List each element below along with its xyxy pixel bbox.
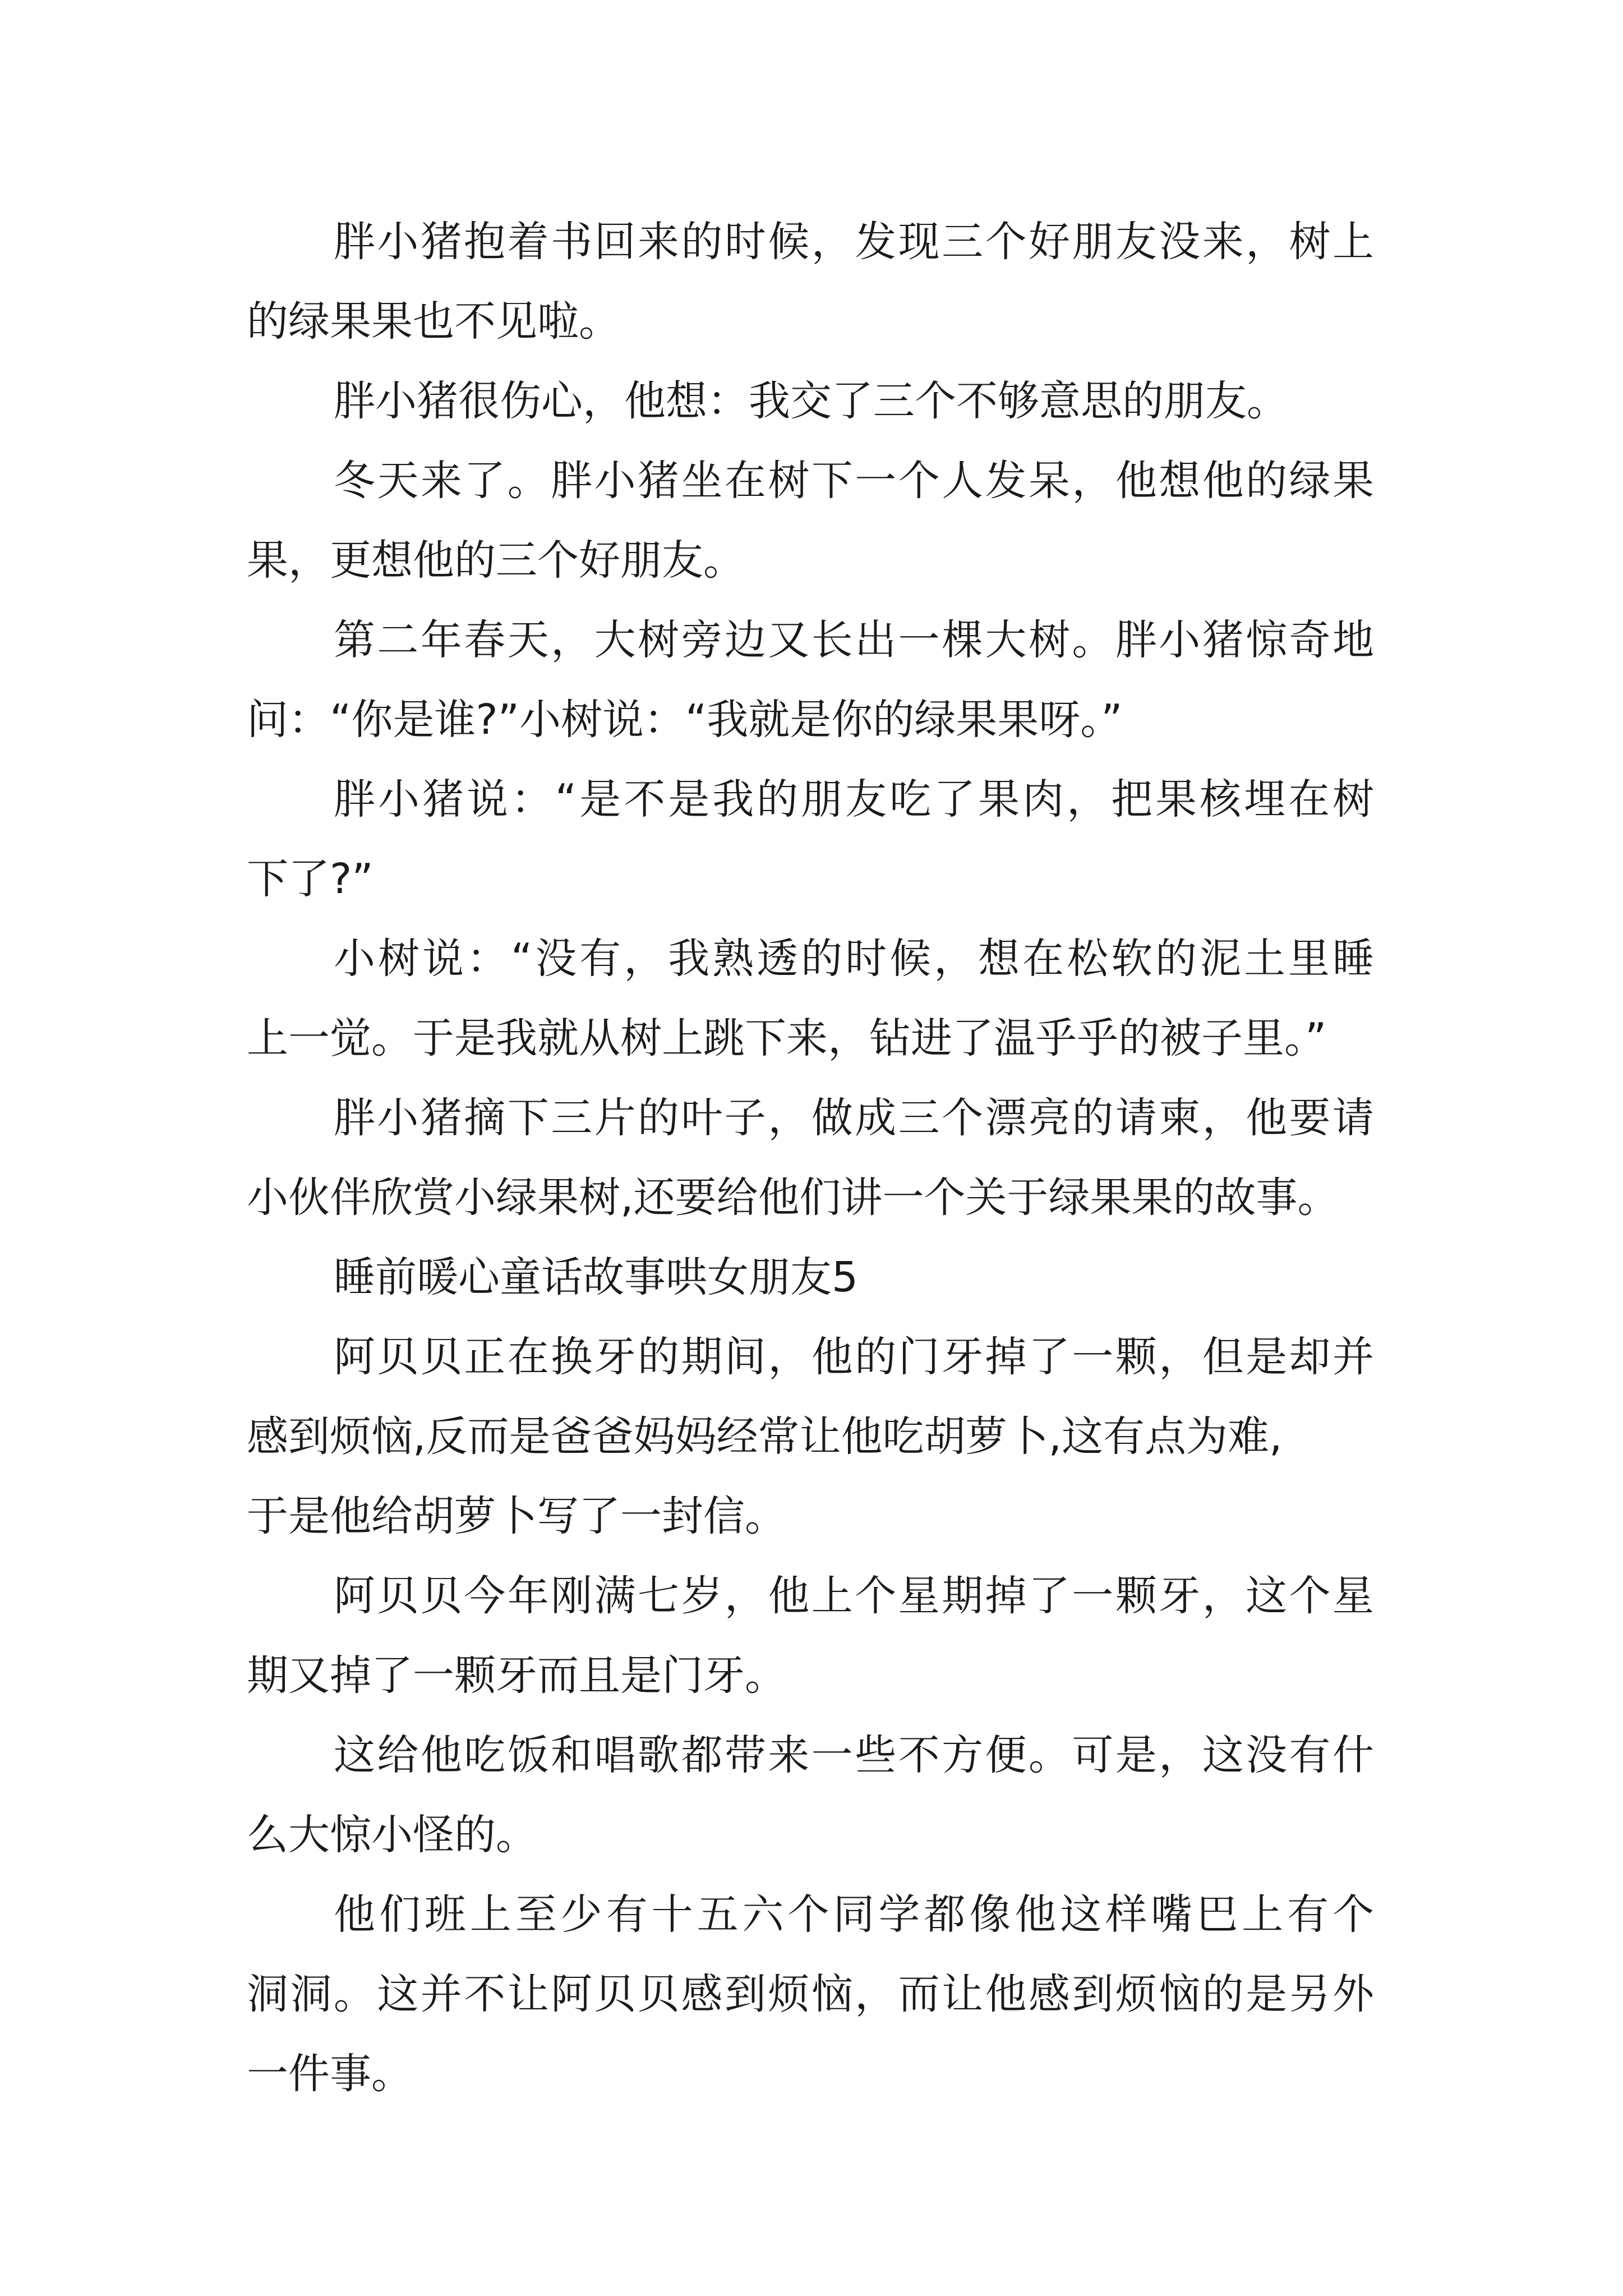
paragraph bbox=[247, 1556, 1374, 1715]
document-body bbox=[247, 202, 1374, 2114]
paragraph-line: 阿贝贝正在换牙的期间，他的门牙掉了一颗，但是却并 bbox=[334, 1333, 1374, 1381]
paragraph-line: 期又掉了一颗牙而且是门牙。 bbox=[247, 1651, 786, 1700]
section-heading bbox=[247, 1237, 1374, 1317]
paragraph-line: 下了?” bbox=[247, 855, 374, 903]
paragraph bbox=[247, 1715, 1374, 1875]
paragraph bbox=[247, 760, 1374, 919]
paragraph-line: 胖小猪摘下三片的叶子，做成三个漂亮的请柬，他要请 bbox=[334, 1094, 1374, 1142]
paragraph-line: 的绿果果也不见啦。 bbox=[247, 297, 620, 346]
paragraph-line: 问：“你是谁?”小树说：“我就是你的绿果果呀。” bbox=[247, 696, 1123, 744]
paragraph-line: 他们班上至少有十五六个同学都像他这样嘴巴上有个 bbox=[334, 1890, 1374, 1939]
paragraph-line: 一件事。 bbox=[247, 2050, 413, 2098]
paragraph-line: 洞洞。这并不让阿贝贝感到烦恼，而让他感到烦恼的是另外 bbox=[247, 1970, 1374, 2018]
paragraph-line: 第二年春天，大树旁边又长出一棵大树。胖小猪惊奇地 bbox=[334, 616, 1374, 664]
paragraph-line: 阿贝贝今年刚满七岁，他上个星期掉了一颗牙，这个星 bbox=[334, 1572, 1374, 1620]
paragraph-line: 上一觉。于是我就从树上跳下来，钻进了温乎乎的被子里。” bbox=[247, 1014, 1327, 1062]
paragraph bbox=[247, 1317, 1374, 1556]
paragraph-line: 小树说：“没有，我熟透的时候，想在松软的泥土里睡 bbox=[334, 935, 1374, 983]
paragraph bbox=[247, 202, 1374, 361]
paragraph-line: 胖小猪抱着书回来的时候，发现三个好朋友没来，树上 bbox=[334, 218, 1374, 266]
paragraph-line: 胖小猪很伤心，他想：我交了三个不够意思的朋友。 bbox=[334, 377, 1288, 425]
paragraph-line: 么大惊小怪的。 bbox=[247, 1811, 537, 1859]
paragraph-line: 于是他给胡萝卜写了一封信。 bbox=[247, 1492, 786, 1540]
paragraph-line: 小伙伴欣赏小绿果树,还要给他们讲一个关于绿果果的故事。 bbox=[247, 1174, 1339, 1222]
paragraph bbox=[247, 600, 1374, 760]
paragraph bbox=[247, 919, 1374, 1078]
paragraph-line: 这给他吃饭和唱歌都带来一些不方便。可是，这没有什 bbox=[334, 1731, 1374, 1779]
paragraph bbox=[247, 441, 1374, 600]
paragraph-line: 胖小猪说：“是不是我的朋友吃了果肉，把果核埋在树 bbox=[334, 775, 1374, 823]
paragraph-line: 感到烦恼,反而是爸爸妈妈经常让他吃胡萝卜,这有点为难, bbox=[247, 1412, 1283, 1461]
paragraph bbox=[247, 1078, 1374, 1237]
paragraph bbox=[247, 1875, 1374, 2114]
paragraph-line: 果，更想他的三个好朋友。 bbox=[247, 536, 745, 585]
paragraph-line: 冬天来了。胖小猪坐在树下一个人发呆，他想他的绿果 bbox=[334, 457, 1374, 505]
paragraph bbox=[247, 361, 1374, 441]
heading-line: 睡前暖心童话故事哄女朋友5 bbox=[334, 1253, 859, 1301]
